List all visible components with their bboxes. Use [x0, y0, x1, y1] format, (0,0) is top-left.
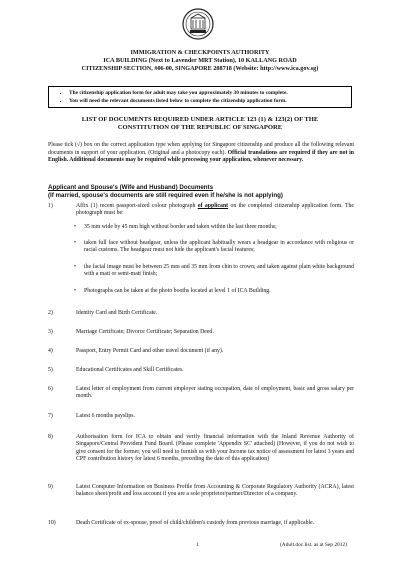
item-text: Affix (1) recent passport-sized colour photograph of applicant on the completed citizenship application form. The photograph must be: [76, 203, 354, 217]
section-title: Applicant and Spouse's (Wife and Husband) Documents [48, 184, 214, 191]
header-org: IMMIGRATION & CHECKPOINTS AUTHORITY [130, 49, 270, 56]
photo-requirement: • 35 mm wide by 45 mm high without border and taken within the last three months; [74, 224, 277, 230]
doc-title-line2: CONSTITUTION OF THE REPUBLIC OF SINGAPORE [117, 124, 283, 131]
emphasis: of applicant [197, 203, 229, 209]
photo-requirement: • Photographs can be taken at the photo booths located at level 1 of ICA Building. [74, 288, 271, 294]
note-item: • The citizenship application form for adult may take you approximately 30 minutes to complete. [69, 89, 351, 97]
intro-text: Please tick (√) box on the correct application type when applying for Singapore citizenship and produce all the following relevant documents in support of your application. (Original and a photocopy each). [48, 142, 354, 156]
notes-box [48, 86, 352, 108]
bullet-icon: • [74, 240, 77, 246]
section-heading [48, 184, 354, 192]
photo-requirement: • the facial image must be between 25 mm and 35 mm from chin to crown; and taken against plain white background with a matt or semi-matt finish; [74, 264, 354, 278]
doc-title-line1: LIST OF DOCUMENTS REQUIRED UNDER ARTICLE 123 (1) & 123(2) OF THE [81, 116, 319, 123]
document-page: IMMIGRATION & CHECKPOINTS AUTHORITY ICA BUILDING (Next to Lavender MRT Station), 10 KALLANG ROAD CITIZENSHIP SECTION, #06-00, SINGAPORE 208718 (Website: http://www.ica.gov.sg) • The citizenship application form for adult may take you approximately 30 minutes to complete. • You will need the relevant documents listed below to complete the citizenship application form. LIST OF DOCUMENTS REQUIRED UNDER ARTICLE 123 (1) & 123(2) OF THE CONSTITUTION OF THE REPUBLIC OF SINGAPORE Please tick (√) box on the correct application type when applying for Singapore citizenship and produce all the following relevant documents in support of your application. (Original and a photocopy each). Official translations are required if they are not in English. Additional documents may be required while processing your application, whenever necessary. Applicant and Spouse's (Wife and Husband) Documents (If married, spouse's documents are still required even if he/she is not applying) 1) Affix (1) recent passport-sized colour photograph of applicant on the completed citizenship application form. The photograph must be: • 35 mm wide by 45 mm high without border and taken within the last three months; • taken full face without headgear, unless the applicant habitually wears a headgear in accordance with religious or racial customs. The headgear must not hide the applicant's facial features; • the facial image must be between 25 mm and 35 mm from chin to crown; and taken against plain white background with a matt or semi-matt finish; • Photographs can be taken at the photo booths located at level 1 of ICA Building. 2) Identity Card and Birth Certificate. 3) Marriage Certificate; Divorce Certificate; Separation Deed. 4) Passport, Entry Permit Card and other travel document (if any). 5) Educational Certificates and Skill Certificates. 6) Latest letter of employment from current employer stating occupation, date of employment, basic and gross salary per month. 7) Latest 6 months payslips. 8) Authorisation form for ICA to obtain and verify financial information with the Inland Revenue Authority of Singapore/Central Provident Fund Board. (Please complete 'Appendix SC' attached) (However, if you do not wish to give consent for the former, you will need to furnish us with your Income tax notice of assessment for latest 3 years and CPF contribution history for latest 6 months, preceding the date of this application) 9) Latest Computer Information on Business Profile from Accounting & Corporate Regulatory Authority (ACRA), latest balance sheet/profit and loss account if you are a sole proprietor/partner/Director of a company. 10) Death Certificate of ex-spouse, proof of child/children's custody from previous marriage, if applicable. 1 (Adult.doc.list. as at Sep 2012) [0, 0, 400, 566]
ica-crest-icon [182, 8, 214, 40]
page-number: 1 [196, 542, 199, 548]
item-number: 1) [48, 203, 53, 209]
intro-paragraph [48, 142, 354, 165]
bullet-icon: • [74, 264, 77, 270]
section-subheading: (If married, spouse's documents are still required even if he/she is not applying) [48, 192, 283, 199]
bullet-icon: • [74, 288, 77, 294]
note-item: • You will need the relevant documents listed below to complete the citizenship application form. [69, 97, 351, 105]
header-building: ICA BUILDING (Next to Lavender MRT Station), 10 KALLANG ROAD [103, 57, 297, 64]
intro-bold-text: Official translations are required if they are not in English. Additional documents may be required while processing your application, whenever necessary. [48, 149, 355, 164]
header-section: CITIZENSHIP SECTION, #06-00, SINGAPORE 208718 (Website: http://www.ica.gov.sg) [81, 65, 319, 72]
document-version-note: (Adult.doc.list. as at Sep 2012) [280, 542, 347, 548]
bullet-icon: • [74, 224, 77, 230]
photo-requirement: • taken full face without headgear, unless the applicant habitually wears a headgear in accordance with religious or racial customs. The headgear must not hide the applicant's facial features; [74, 240, 354, 254]
